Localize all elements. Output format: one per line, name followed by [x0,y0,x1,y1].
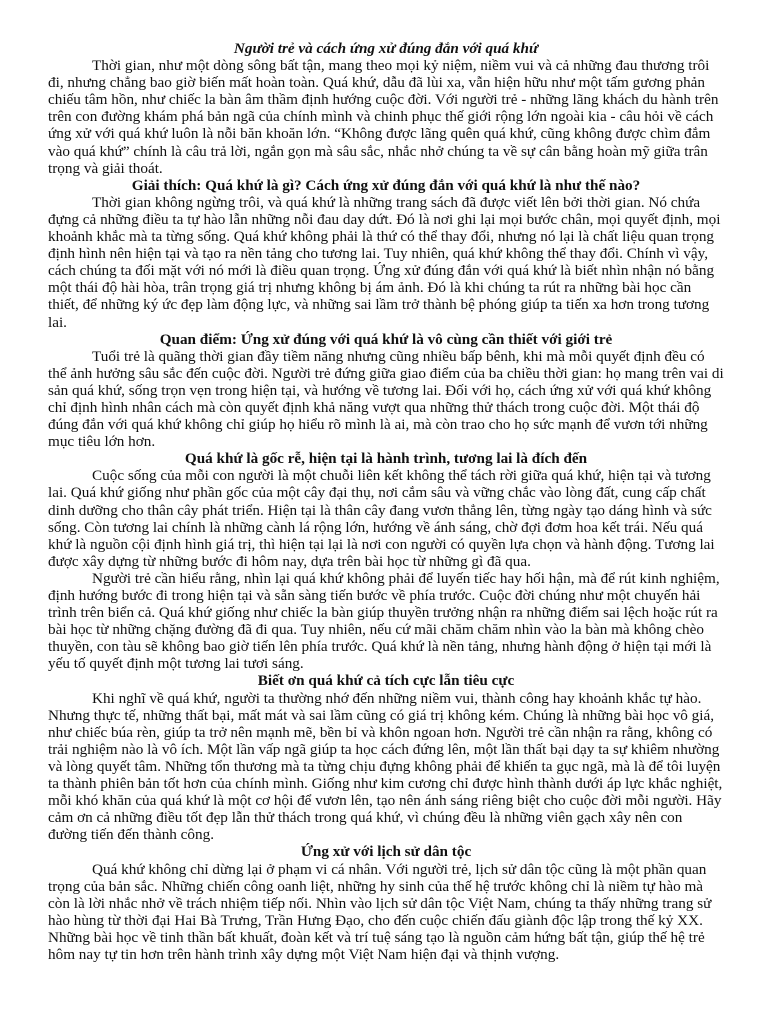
section-heading: Ứng xử với lịch sử dân tộc [300,843,472,861]
section-paragraph: Quá khứ không chỉ dừng lại ở phạm vi cá nhân. Với người trẻ, lịch sử dân tộc cũng là một phần quan trọng của bản sắc. Những chiến công oanh liệt, những hy sinh của thế hệ trước không chỉ là niềm tự hào mà còn là lời nhắc nhở về trách nhiệm tiếp nối. Nhìn vào lịch sử dân tộc Việt Nam, chúng ta thấy những trang sử hào hùng từ thời đại Hai Bà Trưng, Trần Hưng Đạo, cho đến cuộc chiến đấu giành độc lập trong thế kỷ XX. Những bài học về tinh thần bất khuất, đoàn kết và trí tuệ sáng tạo là nguồn cảm hứng bất tận, giúp thế hệ trẻ hôm nay tự tin hơn trên hành trình xây dựng một Việt Nam hiện đại và thịnh vượng. [48,860,712,963]
section-paragraph: Người trẻ cần hiểu rằng, nhìn lại quá khứ không phải để luyến tiếc hay hối hận, mà để rút kinh nghiệm, định hướng bước đi trong hiện tại và sẵn sàng tiến bước về phía trước. Cuộc đời chúng như một chuyến hải trình trên biển cả. Quá khứ giống như chiếc la bàn giúp thuyền trưởng nhận ra những điểm sai lệch hoặc rút ra bài học từ những chặng đường đã đi qua. Tuy nhiên, nếu cứ mãi chăm chăm nhìn vào la bàn mà không chèo thuyền, con tàu sẽ không bao giờ tiến lên phía trước. Quá khứ là nền tảng, nhưng hành động ở hiện tại mới là yếu tố quyết định một tương lai tươi sáng. [48,569,720,673]
document-page [48,40,724,963]
section-heading: Quá khứ là gốc rễ, hiện tại là hành trình, tương lai là đích đến [184,450,588,468]
section-paragraph: Tuổi trẻ là quãng thời gian đầy tiềm năng nhưng cũng nhiều bấp bênh, khi mà mỗi quyết định đều có thể ảnh hưởng sâu sắc đến cuộc đời. Người trẻ đứng giữa giao điểm của ba chiều thời gian: họ mang trên vai di sản quá khứ, sống trọn vẹn trong hiện tại, và hướng về tương lai. Đối với họ, cách ứng xử với quá khứ không chỉ định hình nhân cách mà còn quyết định khả năng vượt qua những thử thách trong cuộc đời. Một thái độ đúng đắn với quá khứ không chỉ giúp họ hiểu rõ mình là ai, mà còn trao cho họ sức mạnh để vươn tới những mục tiêu lớn hơn. [48,347,724,451]
intro-paragraph: Thời gian, như một dòng sông bất tận, mang theo mọi kỷ niệm, niềm vui và cả những đau thương trôi đi, nhưng chẳng bao giờ biến mất hoàn toàn. Quá khứ, dẫu đã lùi xa, vẫn hiện hữu như một tấm gương phản chiếu tâm hồn, như chiếc la bàn âm thầm định hướng cuộc đời. Với người trẻ - những lãng khách du hành trên trên con đường khám phá bản ngã của chính mình và chinh phục thế giới rộng lớn ngoài kia - câu hỏi về cách ứng xử với quá khứ luôn là nỗi băn khoăn lớn. “Không được lãng quên quá khứ, cũng không được chìm đắm vào quá khứ” chính là câu trả lời, ngắn gọn mà sâu sắc, nhắc nhở chúng ta về sự cân bằng hoàn mỹ giữa trân trọng và giải thoát. [48,57,719,177]
section-paragraph: Khi nghĩ về quá khứ, người ta thường nhớ đến những niềm vui, thành công hay khoảnh khắc tự hào. Nhưng thực tế, những thất bại, mất mát và sai lầm cũng có giá trị không kém. Chúng là những bài học vô giá, như chiếc búa rèn, giúp ta trở nên mạnh mẽ, bền bỉ và khôn ngoan hơn. Người trẻ cần nhận ra rằng, không có trải nghiệm nào là vô ích. Một lần vấp ngã giúp ta học cách đứng lên, một lần thất bại dạy ta sự khiêm nhường và lòng quyết tâm. Những tổn thương mà ta từng chịu đựng không phải để khiến ta gục ngã, mà là để tôi luyện ta thành phiên bản tốt hơn của chính mình. Giống như kim cương chỉ được hình thành dưới áp lực khắc nghiệt, mỗi khó khăn của quá khứ là một cơ hội để vươn lên, tạo nên ánh sáng riêng biệt cho cuộc đời mỗi người. Hãy cảm ơn cả những điều tốt đẹp lẫn thử thách trong quá khứ, vì chúng đều là những viên gạch xây nên con đường tiến đến thành công. [48,689,723,844]
section-heading: Giải thích: Quá khứ là gì? Cách ứng xử đúng đắn với quá khứ là như thế nào? [131,176,641,194]
section-paragraph: Thời gian không ngừng trôi, và quá khứ là những trang sách đã được viết lên bởi thời gian. Nó chứa đựng cả những điều ta tự hào lẫn những nỗi đau day dứt. Đó là nơi ghi lại mọi bước chân, mọi quyết định, mọi khoảnh khắc mà ta từng sống. Quá khứ không phải là thứ có thể thay đổi, nhưng nó lại là chất liệu quan trọng định hình nên hiện tại và tạo ra nền tảng cho tương lai. Tuy nhiên, quá khứ không thể thay đổi. Chính vì vậy, cách chúng ta đối mặt với nó mới là điều quan trọng. Ứng xử đúng đắn với quá khứ là biết nhìn nhận nó bằng một thái độ hài hòa, trân trọng giá trị nhưng không bị ám ảnh. Đó là khi chúng ta rút ra những bài học cần thiết, để những ký ức đẹp làm động lực, và những sai lầm trở thành bệ phóng giúp ta tiến xa hơn trong tương lai. [48,193,721,331]
section-heading: Biết ơn quá khứ cả tích cực lẫn tiêu cực [257,672,515,690]
document-title: Người trẻ và cách ứng xử đúng đắn với quá khứ [233,40,539,57]
section-paragraph: Cuộc sống của mỗi con người là một chuỗi liên kết không thể tách rời giữa quá khứ, hiện tại và tương lai. Quá khứ giống như phần gốc của một cây đại thụ, nơi cắm sâu và vững chắc vào lòng đất, cung cấp chất dinh dưỡng cho thân cây phát triển. Hiện tại là thân cây đang vươn thẳng lên, từng ngày tạo dáng hình và sức sống. Còn tương lai chính là những cành lá rộng lớn, hướng về ánh sáng, chờ đợi đơm hoa kết trái. Nếu quá khứ là nguồn cội định hình giá trị, thì hiện tại lại là nơi con người có quyền lựa chọn và hành động. Tương lai được xây dựng từ những bước đi hôm nay, dựa trên bài học từ những gì đã qua. [48,467,715,570]
section-heading: Quan điểm: Ứng xử đúng với quá khứ là vô cùng cần thiết với giới trẻ [159,330,613,348]
